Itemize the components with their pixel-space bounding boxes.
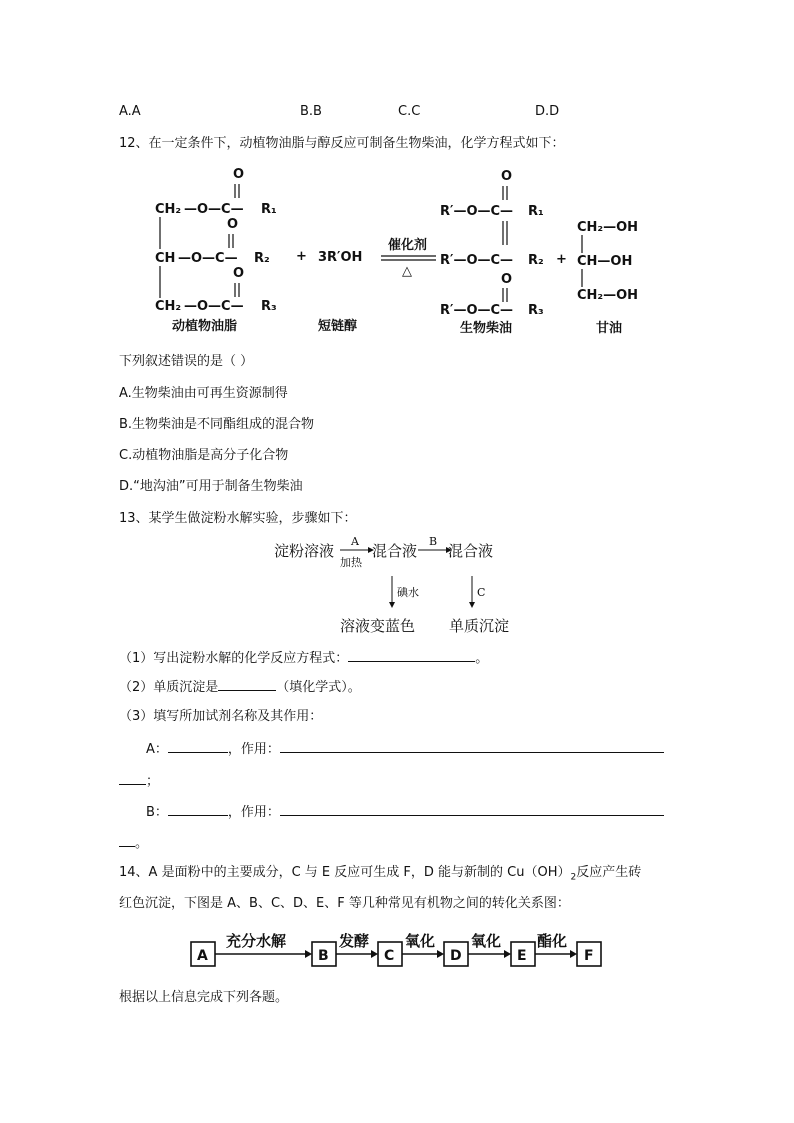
chain-box-e: E bbox=[517, 948, 527, 964]
q14-line-2: 红色沉淀，下图是 A、B、C、D、E、F 等几种常见有机物之间的转化关系图： bbox=[119, 896, 570, 911]
glycerol-row-3: CH₂—OH bbox=[577, 288, 639, 303]
q12-option-a[interactable]: A.生物柴油由可再生资源制得 bbox=[119, 386, 288, 401]
diesel-row-2-left: R′—O—C— bbox=[440, 253, 514, 268]
glycerol-row-2: CH—OH bbox=[577, 254, 633, 269]
q12-stem: 12、在一定条件下，动植物油脂与醇反应可制备生物柴油，化学方程式如下： bbox=[119, 136, 565, 151]
flow-arrow-a-bottom: 加热 bbox=[340, 556, 362, 569]
label-diesel: 生物柴油 bbox=[460, 321, 513, 336]
heat-symbol: △ bbox=[402, 264, 412, 279]
fat-row-3-r: R₃ bbox=[261, 299, 277, 314]
chain-box-f: F bbox=[584, 948, 594, 964]
fat-row-2-link: —O—C— bbox=[178, 251, 238, 266]
chain-arrow-5-label: 酯化 bbox=[537, 932, 568, 950]
diesel-row-1-left: R′—O—C— bbox=[440, 204, 514, 219]
q14-subscript: 2 bbox=[570, 872, 577, 883]
q14-after: 根据以上信息完成下列各题。 bbox=[119, 990, 289, 1005]
plus-1: + bbox=[296, 249, 307, 264]
alcohol-formula: 3R′OH bbox=[318, 250, 363, 265]
q13-b-effect: ，作用： bbox=[227, 805, 280, 820]
fat-row-3-link: —O—C— bbox=[184, 299, 244, 314]
q13-b-period: 。 bbox=[135, 836, 149, 851]
diesel-row-3-left: R′—O—C— bbox=[440, 303, 514, 318]
chain-arrow-4-label: 氧化 bbox=[471, 932, 502, 950]
fat-carbonyl-o-2: O bbox=[227, 217, 239, 232]
fat-row-1-r: R₁ bbox=[261, 202, 277, 217]
q13-part-2-post: （填化学式）。 bbox=[276, 680, 361, 695]
diesel-carbonyl-o-1: O bbox=[501, 169, 513, 184]
q13-part-1-end: 。 bbox=[475, 651, 489, 666]
flow-mix1: 混合液 bbox=[372, 542, 418, 560]
q12-option-d[interactable]: D.“地沟油”可用于制备生物柴油 bbox=[119, 479, 303, 494]
flow-arrow-a-top: A bbox=[351, 535, 359, 548]
chain-arrow-3-label: 氧化 bbox=[405, 932, 436, 950]
q13-b-label: B： bbox=[146, 805, 168, 820]
q13-part-2-pre: （2）单质沉淀是 bbox=[119, 680, 219, 695]
fat-row-2-left: CH bbox=[155, 251, 176, 266]
flow-result-1: 溶液变蓝色 bbox=[340, 617, 416, 635]
q13-a-semicolon: ； bbox=[146, 774, 160, 789]
chain-box-c: C bbox=[384, 948, 395, 964]
q13-stem: 13、某学生做淀粉水解实验，步骤如下： bbox=[119, 511, 357, 526]
flow-arrow-b: B bbox=[429, 535, 438, 548]
fat-carbonyl-o-1: O bbox=[233, 167, 245, 182]
chain-arrow-1-label: 充分水解 bbox=[226, 932, 287, 950]
prev-option-c: C.C bbox=[398, 104, 421, 119]
q13-a-effect: ，作用： bbox=[227, 742, 280, 757]
prev-option-d: D.D bbox=[535, 104, 560, 119]
catalyst-label: 催化剂 bbox=[388, 238, 428, 253]
fat-carbonyl-o-3: O bbox=[233, 266, 245, 281]
flow-down-2: C bbox=[477, 586, 486, 599]
prev-option-a: A.A bbox=[119, 104, 141, 119]
diesel-row-1-r: R₁ bbox=[528, 204, 544, 219]
glycerol-row-1: CH₂—OH bbox=[577, 220, 639, 235]
label-glycerol: 甘油 bbox=[596, 321, 623, 336]
fat-row-1-left: CH₂ bbox=[155, 202, 182, 217]
q13-part-1-text: （1）写出淀粉水解的化学反应方程式： bbox=[119, 651, 349, 666]
diesel-row-2-r: R₂ bbox=[528, 253, 544, 268]
q13-part-3: （3）填写所加试剂名称及其作用： bbox=[119, 709, 323, 724]
plus-2: + bbox=[556, 252, 567, 267]
prev-option-b: B.B bbox=[300, 104, 322, 119]
fat-row-1-link: —O—C— bbox=[184, 202, 244, 217]
q14-line-1-post: 反应产生砖 bbox=[576, 865, 642, 880]
diesel-carbonyl-o-3: O bbox=[501, 272, 513, 287]
chain-box-d: D bbox=[450, 948, 462, 964]
flow-result-2: 单质沉淀 bbox=[449, 617, 510, 635]
chain-box-b: B bbox=[318, 948, 329, 964]
q12-option-b[interactable]: B.生物柴油是不同酯组成的混合物 bbox=[119, 417, 315, 432]
q12-question: 下列叙述错误的是（ ） bbox=[119, 354, 254, 369]
flow-down-1: 碘水 bbox=[397, 586, 419, 599]
q12-option-c[interactable]: C.动植物油脂是高分子化合物 bbox=[119, 448, 289, 463]
label-alcohol: 短链醇 bbox=[318, 319, 358, 334]
fat-row-2-r: R₂ bbox=[254, 251, 270, 266]
fat-row-3-left: CH₂ bbox=[155, 299, 182, 314]
chain-arrow-2-label: 发酵 bbox=[339, 932, 370, 950]
flow-start: 淀粉溶液 bbox=[274, 542, 335, 560]
q14-line-1-pre: 14、A 是面粉中的主要成分，C 与 E 反应可生成 F，D 能与新制的 Cu（OH） bbox=[119, 865, 571, 880]
flow-mix2: 混合液 bbox=[448, 542, 494, 560]
chain-box-a: A bbox=[197, 948, 208, 964]
q13-a-label: A： bbox=[146, 742, 168, 757]
diesel-row-3-r: R₃ bbox=[528, 303, 544, 318]
label-fat: 动植物油脂 bbox=[172, 319, 238, 334]
